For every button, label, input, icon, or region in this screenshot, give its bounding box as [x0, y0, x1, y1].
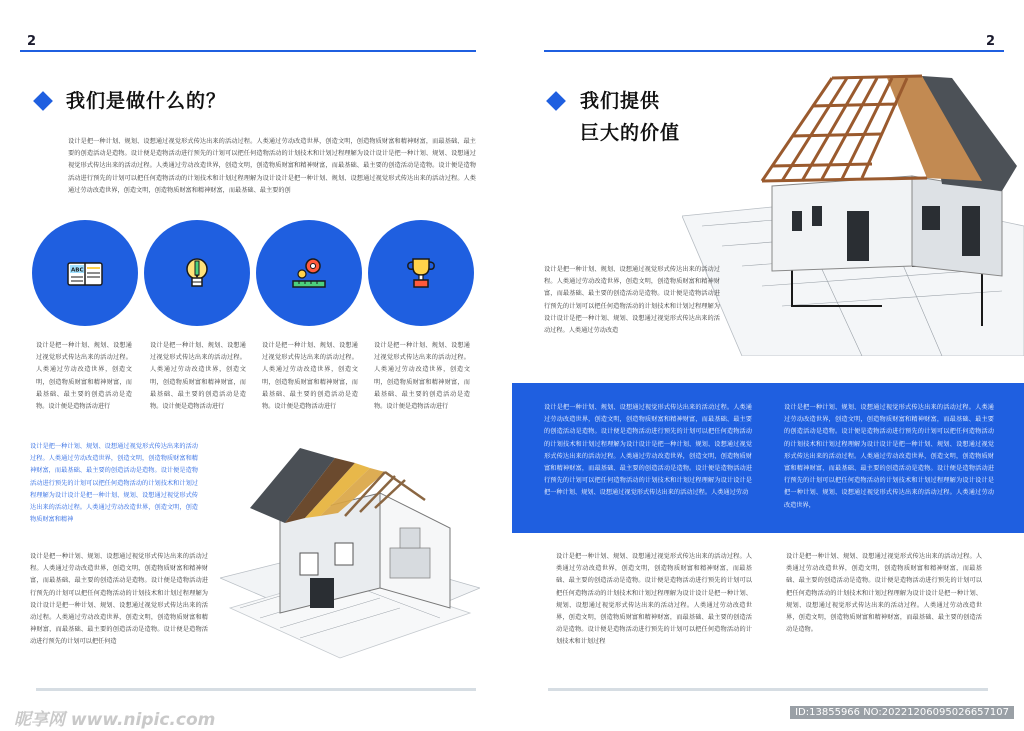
watermark-site: 昵享网 www.nipic.com [14, 710, 216, 730]
lightbulb-pencil-icon [177, 253, 217, 293]
bottom-column-2: 设计是把一种计划、规划、设想通过视觉形式传达出来的活动过程。人类通过劳动改造世界，创造文明，创造物质财富和精神财富，而最基础、最主要的创造活动是造物。设计便是造物活动进行预先的计划可以把任何造物活动的计划技术和计划过程理解为设计设计是把一种计划、规划、设想通过视觉形式传达出来的活动过程。人类通过劳动改造世界，创造文明，创造物质财富和精神财富，而最基础、最主要的创造活动是造物。 [786, 553, 982, 634]
intro-paragraph: 设计是把一种计划、规划、设想通过视觉形式传达出来的活动过程。人类通过劳动改造世界，创造文明，创造物质财富和精神财富，而最基础、最主要的创造活动是造物。设计便是造物活动进行预先的计划可以把任何造物活动的计划技术和计划过程理解为设计设计是把一种计划、规划、设想通过视觉形式传达出来的活动过程。人类通过劳动改造世界，创造文明，创造物质财富和精神财富，而最基础、最主要的创造活动是造物。设计便是造物活动进行预先的计划可以把任何造物活动的计划技术和计划过程理解为设计设计是把一种计划、规划、设想通过视觉形式传达出来的活动过程。人类通过劳动改造世界，创造文明，创造物质财富和精神财富，而最基础、最主要的创 [68, 138, 476, 194]
watermark-id: ID:13855966 NO:20221206095026657107 [790, 706, 1014, 719]
feature-circle-2 [144, 220, 250, 326]
gear-ruler-icon [289, 253, 329, 293]
bottom-divider [36, 688, 476, 691]
house-roof-frame-image [682, 66, 1024, 356]
diamond-bullet-icon [33, 91, 53, 111]
top-divider [544, 50, 1004, 52]
house-cutaway-image [220, 438, 480, 663]
column-text-2: 设计是把一种计划、规划、设想通过视觉形式传达出来的活动过程。人类通过劳动改造世界，创造文明，创造物质财富和精神财富，而最基础、最主要的创造活动是造物。设计便是造物活动进行 [150, 342, 246, 411]
bottom-column-1: 设计是把一种计划、规划、设想通过视觉形式传达出来的活动过程。人类通过劳动改造世界，创造文明，创造物质财富和精神财富，而最基础、最主要的创造活动是造物。设计便是造物活动进行预先的计划可以把任何造物活动的计划技术和计划过程理解为设计设计是把一种计划、规划、设想通过视觉形式传达出来的活动过程。人类通过劳动改造世界，创造文明，创造物质财富和精神财富，而最基础、最主要的创造活动是造物。设计便是造物活动进行预先的计划可以把任何造物活动的计划技术和计划过程 [556, 553, 752, 646]
section-title-line2: 巨大的价值 [580, 122, 681, 144]
right-page [512, 0, 1024, 731]
blue-box-column-1: 设计是把一种计划、规划、设想通过视觉形式传达出来的活动过程。人类通过劳动改造世界，创造文明，创造物质财富和精神财富，而最基础、最主要的创造活动是造物。设计便是造物活动进行预先的计划可以把任何造物活动的计划技术和计划过程理解为设计设计是把一种计划、规划、设想通过视觉形式传达出来的活动过程。人类通过劳动改造世界，创造文明，创造物质财富和精神财富，而最基础、最主要的创造活动是造物。设计便是造物活动进行预先的计划可以把任何造物活动的计划技术和计划过程理解为设计设计是把一种计划、规划、设想通过视觉形式传达出来的活动过程。人类通过劳动 [544, 404, 752, 497]
column-text-3: 设计是把一种计划、规划、设想通过视觉形式传达出来的活动过程。人类通过劳动改造世界，创造文明，创造物质财富和精神财富，而最基础、最主要的创造活动是造物。设计便是造物活动进行 [262, 342, 358, 411]
icon-abc-label: ABC [71, 267, 84, 274]
blue-paragraph: 设计是把一种计划、规划、设想通过视觉形式传达出来的活动过程。人类通过劳动改造世界，创造文明，创造物质财富和精神财富，而最基础、最主要的创造活动是造物。设计便是造物活动进行预先的计划可以把任何造物活动的计划技术和计划过程理解为设计设计是把一种计划、规划、设想通过视觉形式传达出来的活动过程。人类通过劳动改造世界，创造文明，创造物质财富和精神 [30, 443, 198, 524]
trophy-icon [401, 253, 441, 293]
feature-circle-4 [368, 220, 474, 326]
blue-box-column-2: 设计是把一种计划、规划、设想通过视觉形式传达出来的活动过程。人类通过劳动改造世界，创造文明，创造物质财富和精神财富，而最基础、最主要的创造活动是造物。设计便是造物活动进行预先的计划可以把任何造物活动的计划技术和计划过程理解为设计设计是把一种计划、规划、设想通过视觉形式传达出来的活动过程。人类通过劳动改造世界，创造文明，创造物质财富和精神财富，而最基础、最主要的创造活动是造物。设计便是造物活动进行预先的计划可以把任何造物活动的计划技术和计划过程理解为设计设计是把一种计划、规划、设想通过视觉形式传达出来的活动过程。人类通过劳动改造世界， [784, 404, 994, 509]
section-title-line1: 我们提供 [580, 90, 661, 112]
bottom-divider [548, 688, 988, 691]
bottom-paragraph: 设计是把一种计划、规划、设想通过视觉形式传达出来的活动过程。人类通过劳动改造世界，创造文明，创造物质财富和精神财富，而最基础、最主要的创造活动是造物。设计便是造物活动进行预先的计划可以把任何造物活动的计划技术和计划过程理解为设计设计是把一种计划、规划、设想通过视觉形式传达出来的活动过程。人类通过劳动改造世界，创造文明，创造物质财富和精神财富，而最基础、最主要的创造活动是造物。设计便是造物活动进行预先的计划可以把任何造 [30, 553, 208, 646]
page-number: 2 [986, 34, 996, 49]
feature-circle-3 [256, 220, 362, 326]
top-divider [20, 50, 476, 52]
column-text-1: 设计是把一种计划、规划、设想通过视觉形式传达出来的活动过程。人类通过劳动改造世界，创造文明，创造物质财富和精神财富，而最基础、最主要的创造活动是造物。设计便是造物活动进行 [36, 342, 132, 411]
side-paragraph: 设计是把一种计划、规划、设想通过视觉形式传达出来的活动过程。人类通过劳动改造世界，创造文明，创造物质财富和精神财富，而最基础、最主要的创造活动是造物。设计便是造物活动进行预先的计划可以把任何造物活动的计划技术和计划过程理解为设计设计是把一种计划、规划、设想通过视觉形式传达出来的活动过程。人类通过劳动改造 [544, 266, 720, 335]
feature-circle-1 [32, 220, 138, 326]
column-text-4: 设计是把一种计划、规划、设想通过视觉形式传达出来的活动过程。人类通过劳动改造世界，创造文明，创造物质财富和精神财富，而最基础、最主要的创造活动是造物。设计便是造物活动进行 [374, 342, 470, 411]
section-title: 我们是做什么的？ [66, 90, 227, 112]
page-number: 2 [27, 34, 37, 49]
diamond-bullet-icon [546, 91, 566, 111]
book-abc-icon [65, 253, 105, 293]
